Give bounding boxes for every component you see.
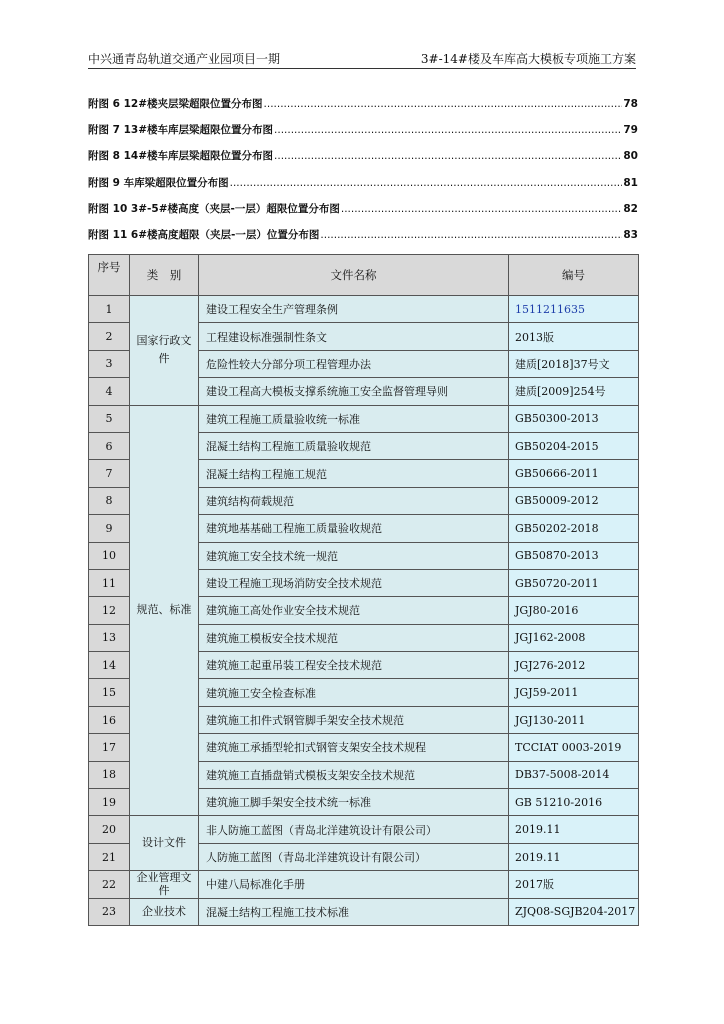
row-number: 18 [89, 761, 130, 788]
document-name: 建筑施工模板安全技术规范 [199, 624, 509, 651]
document-name: 混凝土结构工程施工技术标准 [199, 898, 509, 925]
row-number: 9 [89, 515, 130, 542]
row-number: 11 [89, 569, 130, 596]
toc-entry-title: 附图 6 12#楼夹层梁超限位置分布图 [88, 98, 263, 110]
header-document-title: 3#-14#楼及车库高大模板专项施工方案 [420, 52, 636, 66]
document-name: 混凝土结构工程施工规范 [199, 460, 509, 487]
reference-documents-table [88, 254, 639, 926]
category-cell: 国家行政文件 [130, 296, 199, 406]
document-name: 危险性较大分部分项工程管理办法 [199, 350, 509, 377]
row-number: 4 [89, 378, 130, 405]
row-number: 20 [89, 816, 130, 843]
toc-leader-dots [341, 203, 623, 215]
document-code: 1511211635 [509, 296, 639, 323]
category-cell: 规范、标准 [130, 405, 199, 816]
document-code: GB50666-2011 [509, 460, 639, 487]
document-code: GB50009-2012 [509, 487, 639, 514]
document-name: 建筑施工脚手架安全技术统一标准 [199, 789, 509, 816]
toc-entry-page: 83 [623, 228, 638, 241]
toc-entry[interactable] [88, 148, 638, 174]
category-cell: 企业管理文件 [130, 871, 199, 898]
row-number: 16 [89, 706, 130, 733]
row-number: 22 [89, 871, 130, 898]
row-number: 23 [89, 898, 130, 925]
table-row [89, 816, 639, 843]
document-code: DB37-5008-2014 [509, 761, 639, 788]
toc-entry-page: 82 [623, 202, 638, 215]
row-number: 7 [89, 460, 130, 487]
toc-entry[interactable] [88, 227, 638, 253]
document-code: GB50720-2011 [509, 569, 639, 596]
toc-leader-dots [264, 98, 623, 110]
row-number: 13 [89, 624, 130, 651]
table-header-row [89, 255, 639, 296]
document-code: JGJ80-2016 [509, 597, 639, 624]
document-name: 混凝土结构工程施工质量验收规范 [199, 432, 509, 459]
row-number: 15 [89, 679, 130, 706]
document-name: 建筑施工承插型轮扣式钢管支架安全技术规程 [199, 734, 509, 761]
toc-entry-title: 附图 9 车库梁超限位置分布图 [88, 176, 229, 189]
document-name: 非人防施工蓝图（青岛北洋建筑设计有限公司） [199, 816, 509, 843]
document-code: GB50202-2018 [509, 515, 639, 542]
document-code: 建质[2009]254号 [509, 378, 639, 405]
document-name: 建筑结构荷载规范 [199, 487, 509, 514]
toc-entry-page: 81 [623, 176, 638, 189]
document-code: JGJ276-2012 [509, 652, 639, 679]
row-number: 1 [89, 296, 130, 323]
toc-leader-dots [274, 124, 622, 136]
toc-entry-title: 附图 10 3#-5#楼高度（夹层-一层）超限位置分布图 [88, 202, 340, 215]
row-number: 6 [89, 432, 130, 459]
document-name: 建设工程安全生产管理条例 [199, 296, 509, 323]
row-number: 10 [89, 542, 130, 569]
document-name: 建筑施工安全检查标准 [199, 679, 509, 706]
row-number: 21 [89, 843, 130, 870]
column-header-code: 编号 [509, 255, 639, 296]
toc-entry-page: 79 [623, 124, 638, 137]
toc-entry-title: 附图 8 14#楼车库层梁超限位置分布图 [88, 150, 274, 163]
column-header-category: 类 别 [130, 255, 199, 296]
row-number: 12 [89, 597, 130, 624]
toc-entry[interactable] [88, 175, 638, 201]
row-number: 14 [89, 652, 130, 679]
document-name: 建筑施工扣件式钢管脚手架安全技术规范 [199, 706, 509, 733]
table-of-contents [88, 96, 638, 253]
document-name: 建筑施工直插盘销式模板支架安全技术规范 [199, 761, 509, 788]
toc-entry[interactable] [88, 201, 638, 227]
document-code: GB 51210-2016 [509, 789, 639, 816]
document-name: 工程建设标准强制性条文 [199, 323, 509, 350]
category-cell: 设计文件 [130, 816, 199, 871]
table-row [89, 405, 639, 432]
document-name: 建筑施工安全技术统一规范 [199, 542, 509, 569]
document-name: 人防施工蓝图（青岛北洋建筑设计有限公司） [199, 843, 509, 870]
document-name: 中建八局标准化手册 [199, 871, 509, 898]
row-number: 2 [89, 323, 130, 350]
row-number: 3 [89, 350, 130, 377]
row-number: 17 [89, 734, 130, 761]
document-code: ZJQ08-SGJB204-2017 [509, 898, 639, 925]
document-code: 建质[2018]37号文 [509, 350, 639, 377]
document-name: 建筑施工高处作业安全技术规范 [199, 597, 509, 624]
row-number: 8 [89, 487, 130, 514]
toc-entry-page: 78 [623, 98, 638, 110]
category-cell: 企业技术 [130, 898, 199, 925]
toc-entry-page: 80 [623, 150, 638, 163]
document-code: JGJ59-2011 [509, 679, 639, 706]
document-code: GB50870-2013 [509, 542, 639, 569]
toc-leader-dots [230, 177, 623, 189]
document-name: 建筑工程施工质量验收统一标准 [199, 405, 509, 432]
toc-entry[interactable] [88, 122, 638, 148]
page-header [88, 48, 636, 69]
toc-leader-dots [274, 150, 622, 162]
document-name: 建设工程施工现场消防安全技术规范 [199, 569, 509, 596]
column-header-seq: 序号 [89, 255, 130, 296]
toc-leader-dots [320, 229, 622, 241]
document-code: TCCIAT 0003-2019 [509, 734, 639, 761]
table-row [89, 296, 639, 323]
document-code: JGJ130-2011 [509, 706, 639, 733]
document-code: 2019.11 [509, 816, 639, 843]
row-number: 19 [89, 789, 130, 816]
table-row [89, 871, 639, 898]
document-code: GB50300-2013 [509, 405, 639, 432]
header-project-name: 中兴通青岛轨道交通产业园项目一期 [88, 52, 281, 66]
document-code: 2017版 [509, 871, 639, 898]
row-number: 5 [89, 405, 130, 432]
document-name: 建筑地基基础工程施工质量验收规范 [199, 515, 509, 542]
toc-entry[interactable] [88, 96, 638, 122]
document-name: 建设工程高大模板支撑系统施工安全监督管理导则 [199, 378, 509, 405]
column-header-name: 文件名称 [199, 255, 509, 296]
table-row [89, 898, 639, 925]
document-code: JGJ162-2008 [509, 624, 639, 651]
document-code: 2013版 [509, 323, 639, 350]
toc-entry-title: 附图 7 13#楼车库层梁超限位置分布图 [88, 124, 274, 137]
document-code: 2019.11 [509, 843, 639, 870]
toc-entry-title: 附图 11 6#楼高度超限（夹层-一层）位置分布图 [88, 228, 320, 241]
document-code: GB50204-2015 [509, 432, 639, 459]
document-name: 建筑施工起重吊装工程安全技术规范 [199, 652, 509, 679]
